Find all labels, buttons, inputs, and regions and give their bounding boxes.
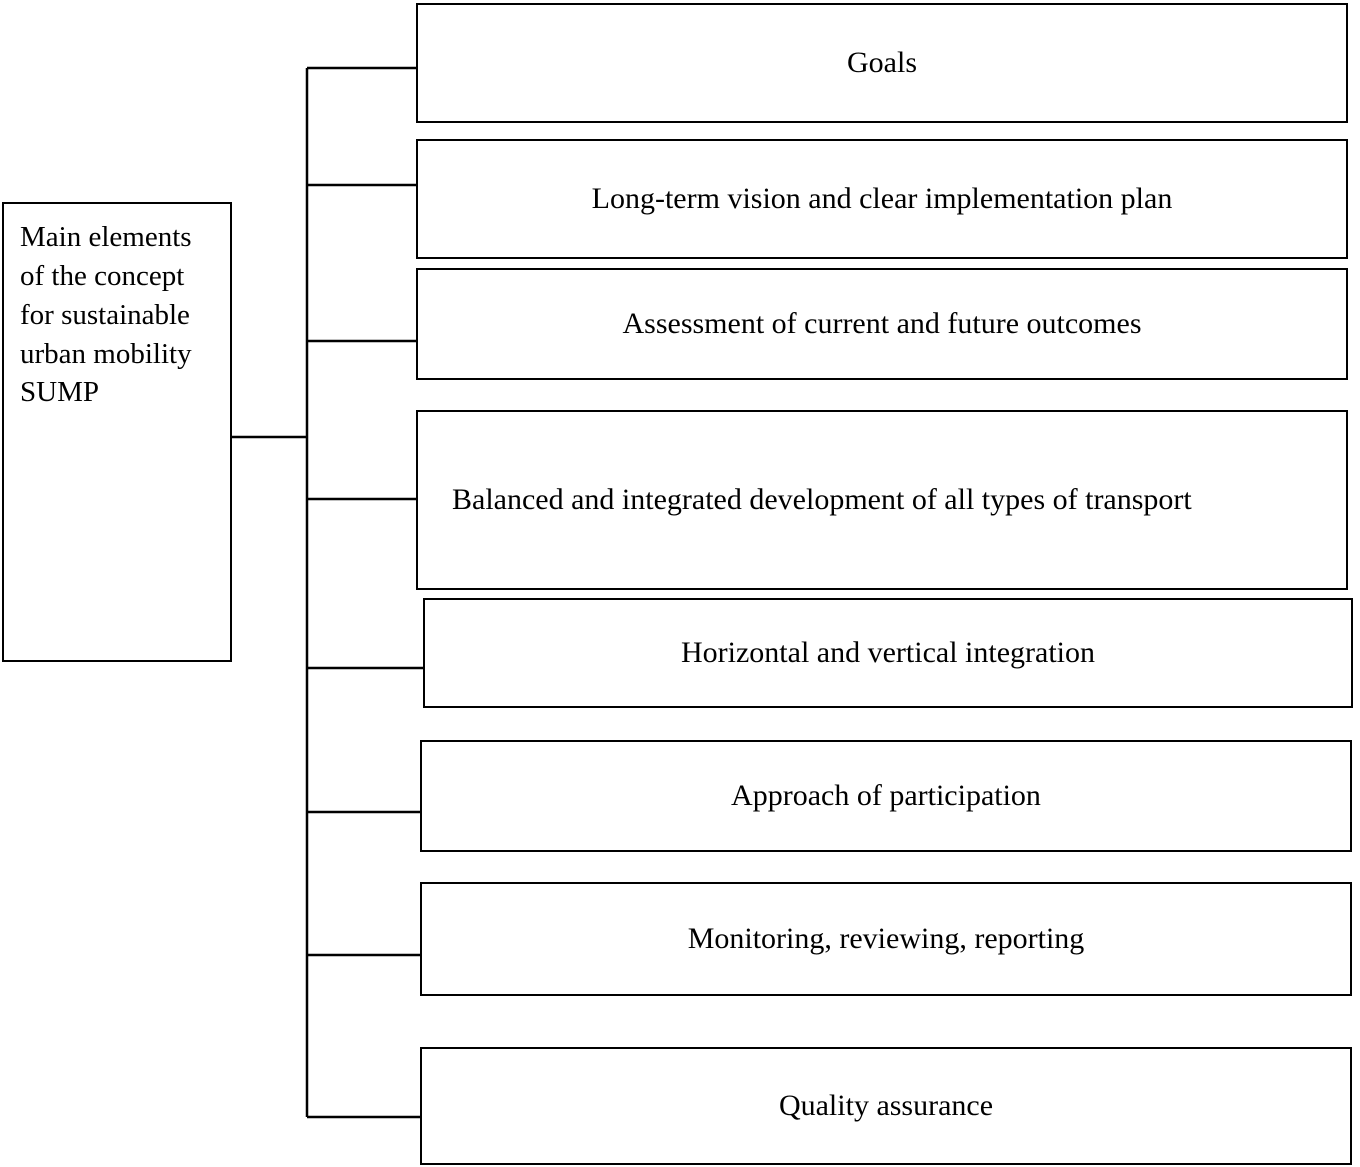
node-approach-participation-label: Approach of participation (731, 778, 1041, 812)
node-assessment-outcomes[interactable] (416, 268, 1348, 380)
node-monitoring-reviewing-reporting-label: Monitoring, reviewing, reporting (687, 921, 1085, 955)
node-approach-participation[interactable] (420, 740, 1352, 852)
node-balanced-development-label: Balanced and integrated development of all types of transport (452, 482, 1192, 516)
node-goals-label: Goals (847, 45, 917, 79)
node-horizontal-vertical-integration-label: Horizontal and vertical integration (680, 635, 1095, 669)
node-goals[interactable] (416, 3, 1348, 123)
node-horizontal-vertical-integration[interactable] (423, 598, 1353, 708)
node-long-term-vision[interactable] (416, 139, 1348, 259)
node-quality-assurance[interactable] (420, 1047, 1352, 1165)
node-quality-assurance-label: Quality assurance (778, 1088, 994, 1122)
node-balanced-development[interactable] (416, 410, 1348, 590)
root-node-label: Main elements of the concept for sustainable urban mobility SUMP (20, 221, 192, 409)
node-monitoring-reviewing-reporting[interactable] (420, 882, 1352, 996)
node-long-term-vision-label: Long-term vision and clear implementation plan (591, 181, 1173, 215)
node-assessment-outcomes-label: Assessment of current and future outcomes (622, 306, 1142, 340)
root-node[interactable] (2, 202, 232, 662)
